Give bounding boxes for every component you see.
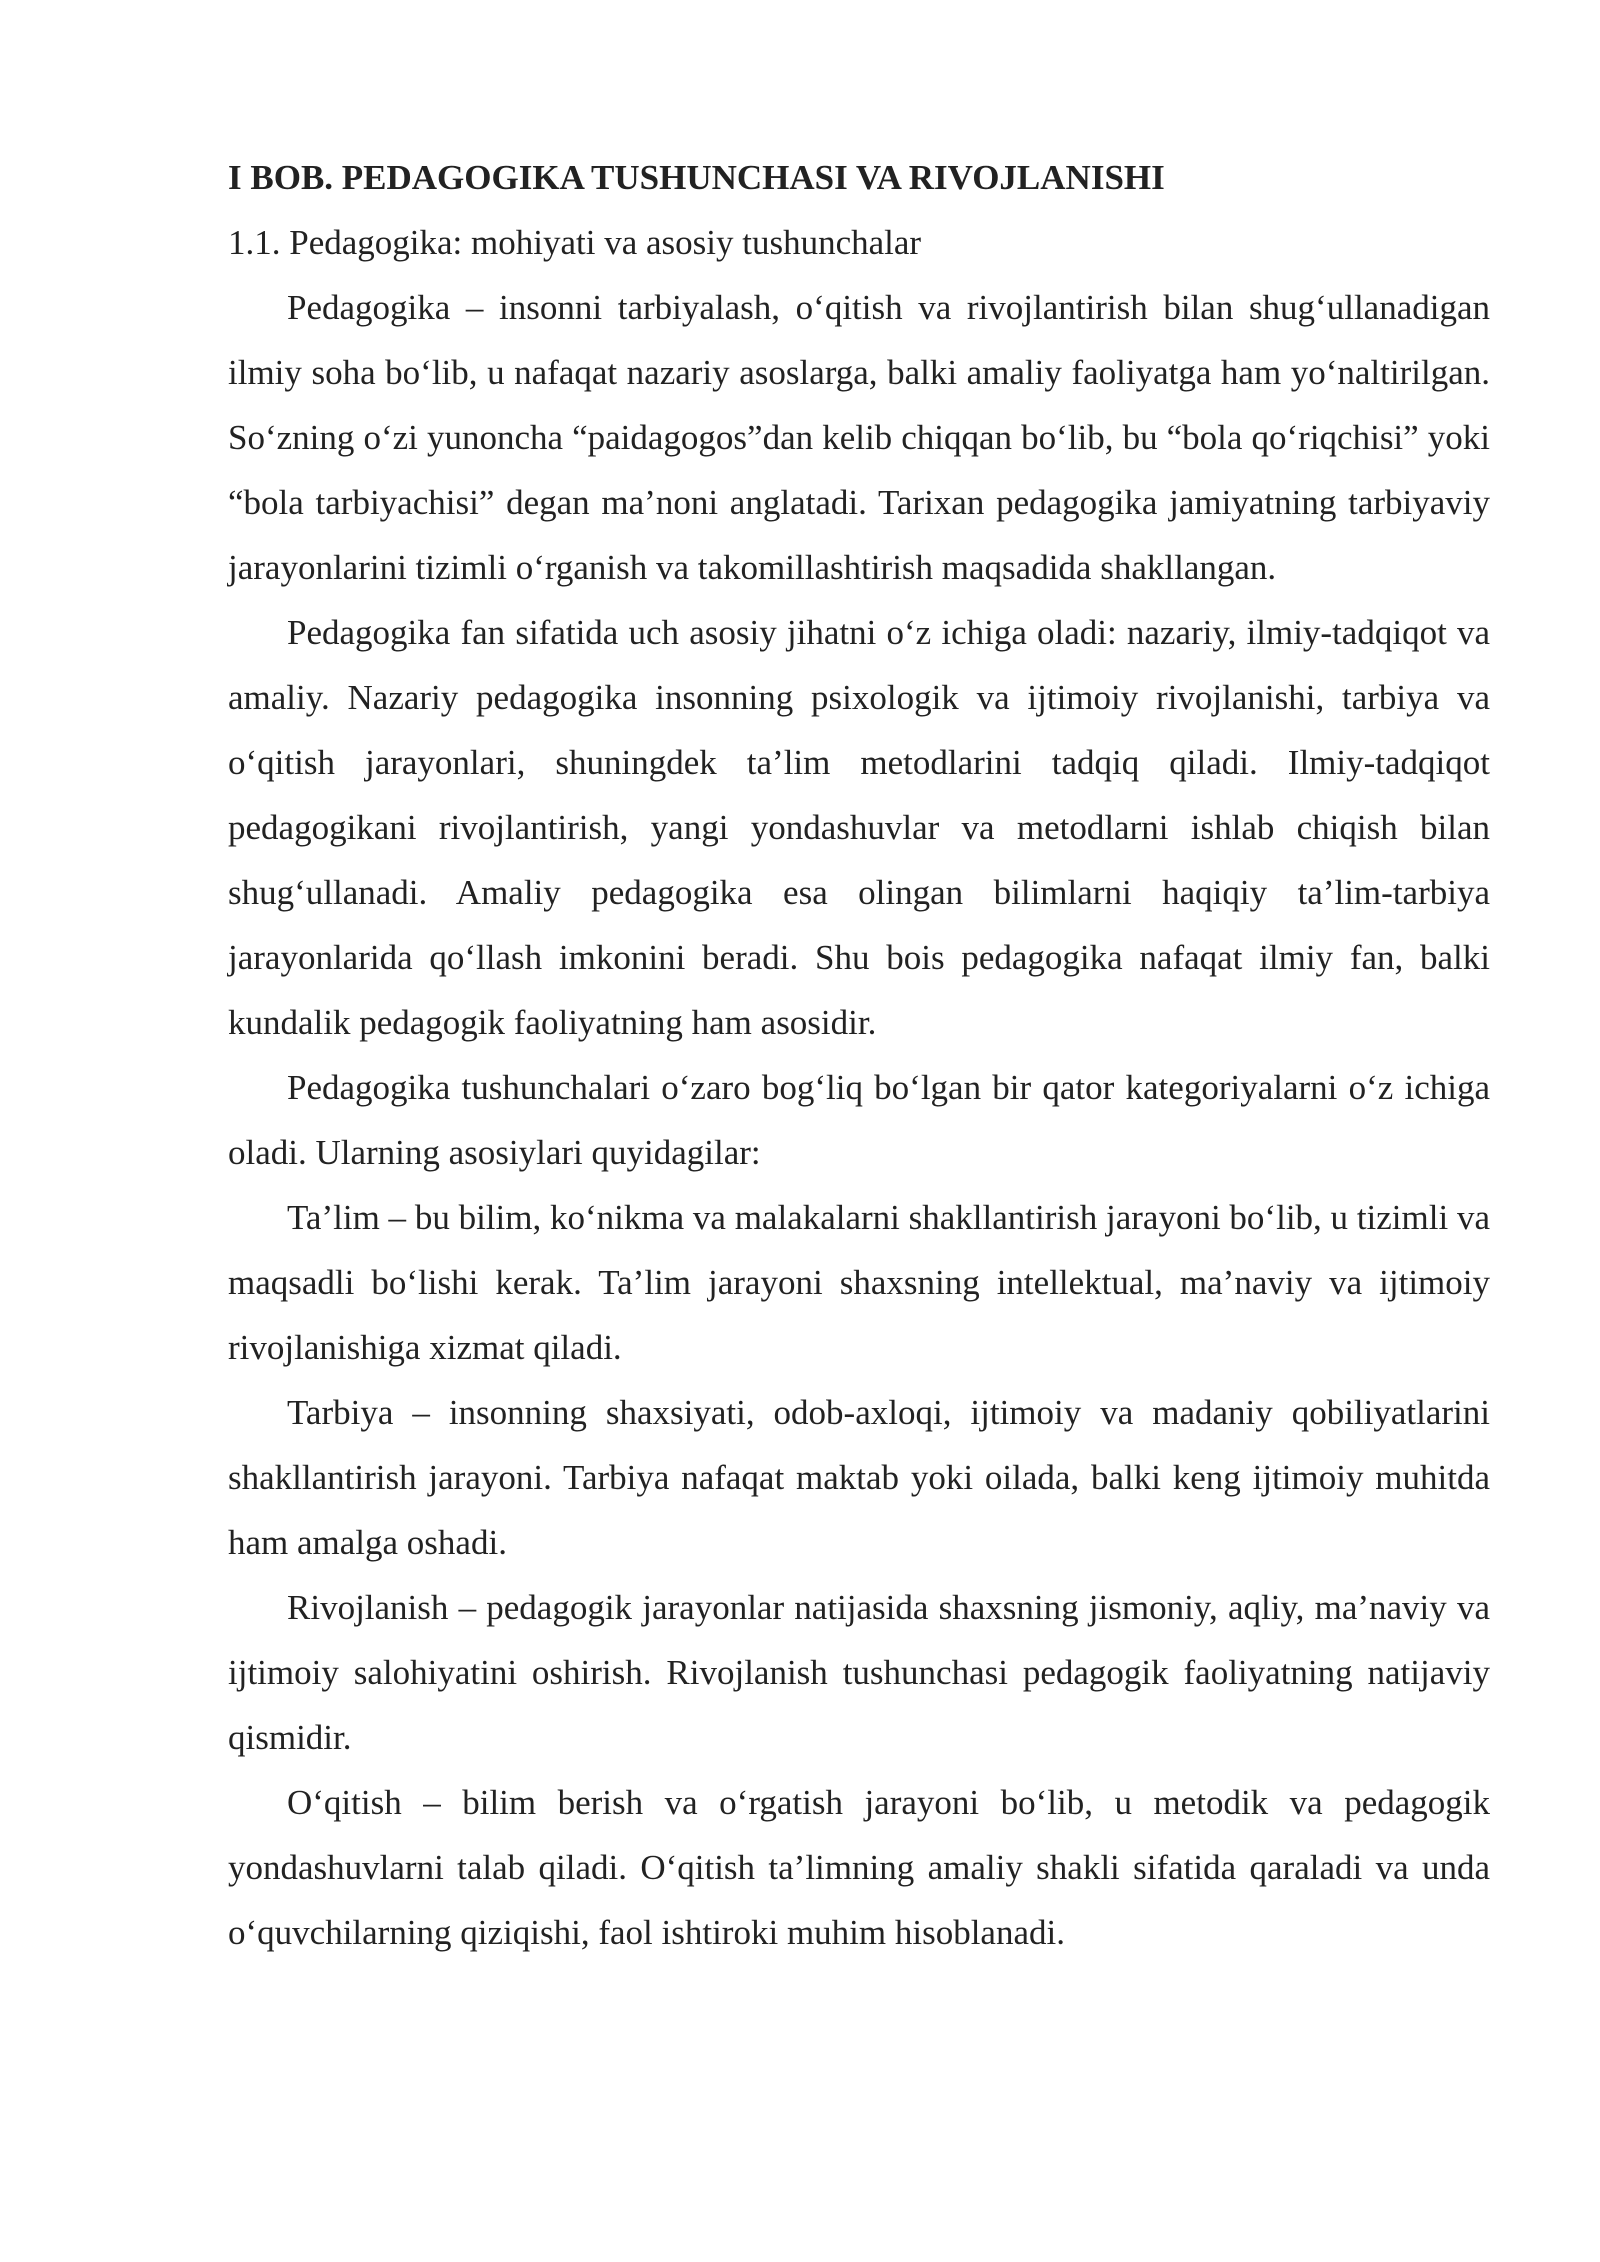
chapter-title: I BOB. PEDAGOGIKA TUSHUNCHASI VA RIVOJLANISHI (228, 158, 1165, 197)
section-title: 1.1. Pedagogika: mohiyati va asosiy tushunchalar (228, 223, 922, 262)
document-page (228, 145, 1490, 1965)
paragraph-oqitish: O‘qitish – bilim berish va o‘rgatish jarayoni bo‘lib, u metodik va pedagogik yondashuvlarni talab qiladi. O‘qitish ta’limning amaliy shakli sifatida qaraladi va unda o‘quvchilarning qiziqishi, faol ishtiroki muhim hisoblanadi. (228, 1783, 1490, 1952)
paragraph-rivojlanish: Rivojlanish – pedagogik jarayonlar natijasida shaxsning jismoniy, aqliy, ma’naviy va ijtimoiy salohiyatini oshirish. Rivojlanish tushunchasi pedagogik faoliyatning natijaviy qismidir. (228, 1588, 1490, 1757)
paragraph-categories-intro: Pedagogika tushunchalari o‘zaro bog‘liq bo‘lgan bir qator kategoriyalarni o‘z ichiga oladi. Ularning asosiylari quyidagilar: (228, 1068, 1490, 1172)
paragraph-tarbiya: Tarbiya – insonning shaxsiyati, odob-axloqi, ijtimoiy va madaniy qobiliyatlarini shakllantirish jarayoni. Tarbiya nafaqat maktab yoki oilada, balki keng ijtimoiy muhitda ham amalga oshadi. (228, 1393, 1490, 1562)
paragraph-pedagogika-aspects: Pedagogika fan sifatida uch asosiy jihatni o‘z ichiga oladi: nazariy, ilmiy-tadqiqot va amaliy. Nazariy pedagogika insonning psixologik va ijtimoiy rivojlanishi, tarbiya va o‘qitish jarayonlari, shuningdek ta’lim metodlarini tadqiq qiladi. Ilmiy-tadqiqot pedagogikani rivojlantirish, yangi yondashuvlar va metodlarni ishlab chiqish bilan shug‘ullanadi. Amaliy pedagogika esa olingan bilimlarni haqiqiy ta’lim-tarbiya jarayonlarida qo‘llash imkonini beradi. Shu bois pedagogika nafaqat ilmiy fan, balki kundalik pedagogik faoliyatning ham asosidir. (228, 613, 1490, 1042)
paragraph-pedagogika-definition: Pedagogika – insonni tarbiyalash, o‘qitish va rivojlantirish bilan shug‘ullanadigan ilmiy soha bo‘lib, u nafaqat nazariy asoslarga, balki amaliy faoliyatga ham yo‘naltirilgan. So‘zning o‘zi yunoncha “paidagogos”dan kelib chiqqan bo‘lib, bu “bola qo‘riqchisi” yoki “bola tarbiyachisi” degan ma’noni anglatadi. Tarixan pedagogika jamiyatning tarbiyaviy jarayonlarini tizimli o‘rganish va takomillashtirish maqsadida shakllangan. (228, 288, 1490, 587)
paragraph-talim: Ta’lim – bu bilim, ko‘nikma va malakalarni shakllantirish jarayoni bo‘lib, u tizimli va maqsadli bo‘lishi kerak. Ta’lim jarayoni shaxsning intellektual, ma’naviy va ijtimoiy rivojlanishiga xizmat qiladi. (228, 1198, 1490, 1367)
